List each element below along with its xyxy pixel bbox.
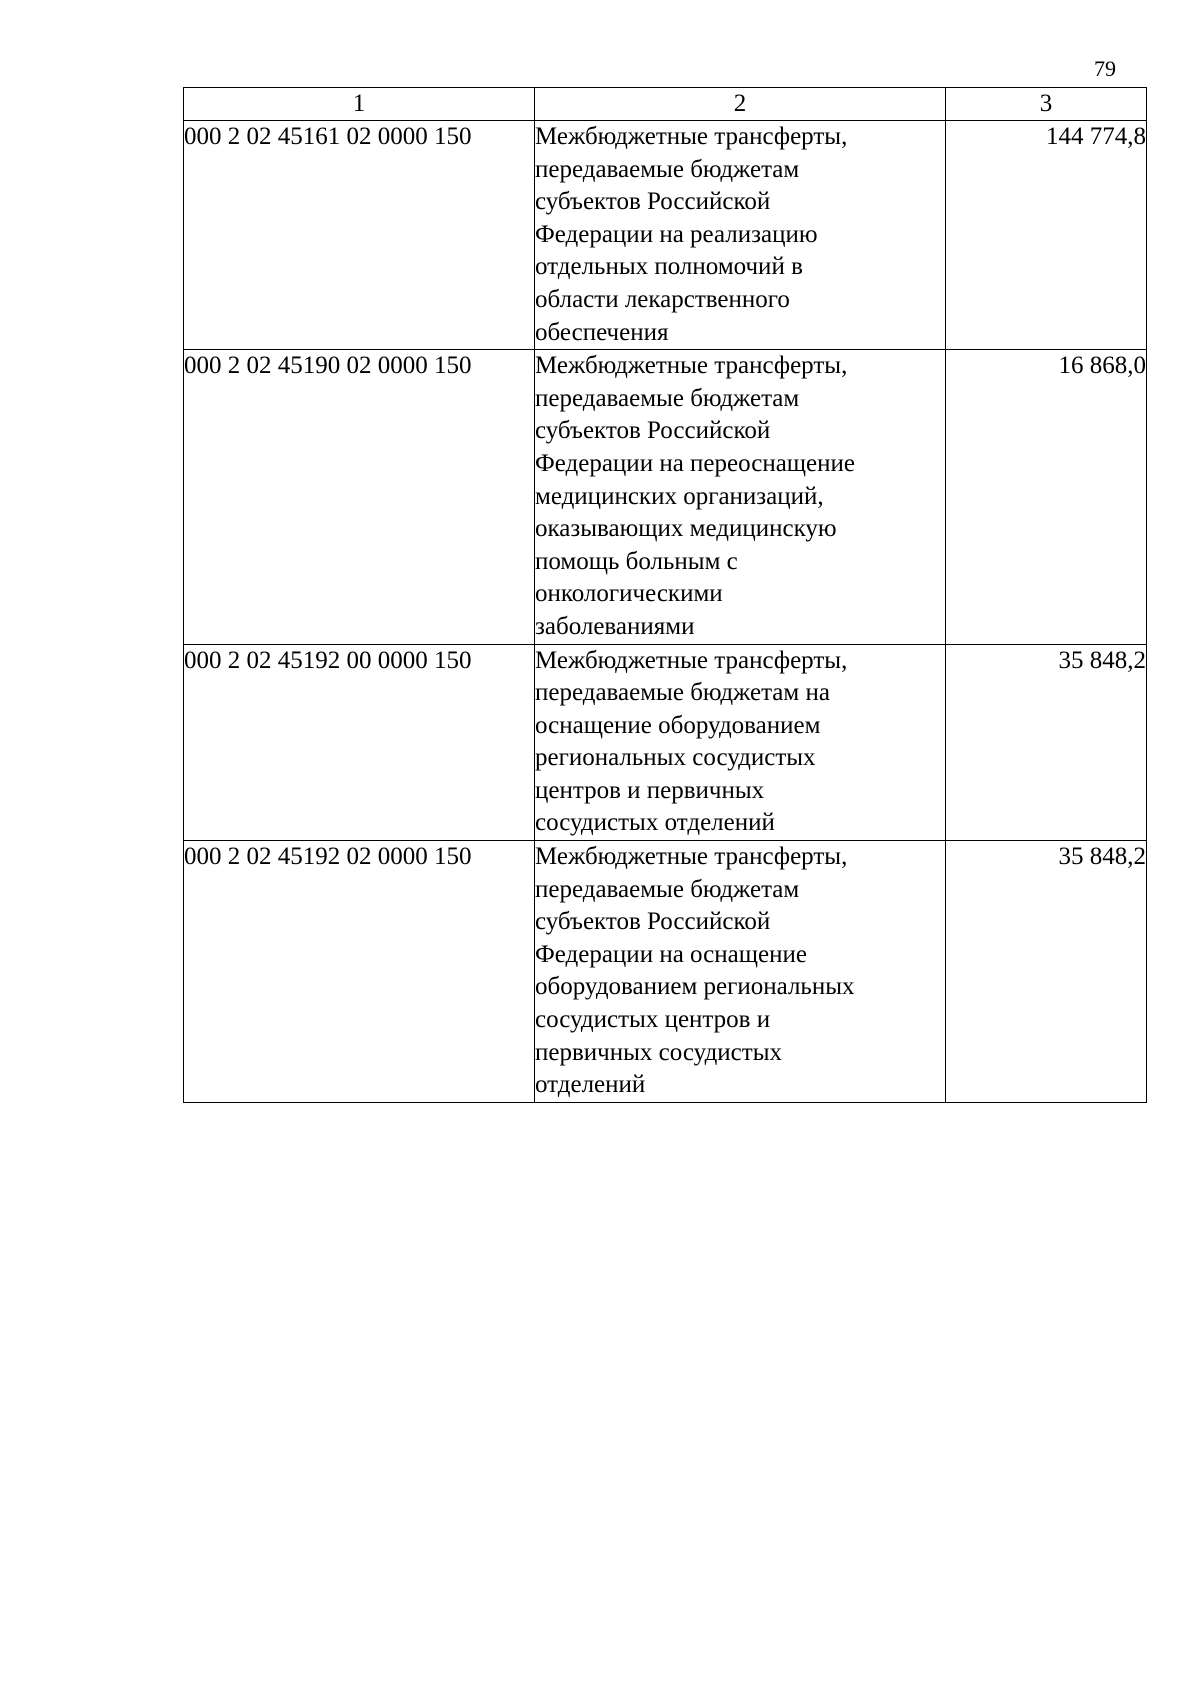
description-line: региональных сосудистых: [535, 744, 816, 772]
description-line: медицинских организаций,: [535, 482, 824, 510]
amount-cell: 35 848,2: [946, 644, 1147, 841]
description-line: оказывающих медицинскую: [535, 515, 837, 543]
budget-code-cell: 000 2 02 45190 02 0000 150: [184, 350, 535, 644]
description-line: Федерации на оснащение: [535, 940, 807, 968]
description-line: первичных сосудистых: [535, 1038, 782, 1066]
description-line: отделений: [535, 1071, 646, 1099]
description-cell: [535, 350, 946, 644]
description-line: субъектов Российской: [535, 417, 771, 445]
description-line: центров и первичных: [535, 776, 765, 804]
description-line: помощь больным с: [535, 547, 738, 575]
table-row: [184, 121, 1147, 350]
column-header-code: 1: [184, 88, 535, 121]
budget-code-cell: 000 2 02 45192 00 0000 150: [184, 644, 535, 841]
amount-cell: 35 848,2: [946, 841, 1147, 1103]
description-line: области лекарственного: [535, 285, 790, 313]
table-row: [184, 644, 1147, 841]
description-line: оборудованием региональных: [535, 973, 855, 1001]
description-line: отдельных полномочий в: [535, 253, 803, 281]
table-row: [184, 841, 1147, 1103]
description-line: субъектов Российской: [535, 188, 771, 216]
table-row: [184, 350, 1147, 644]
description-line: сосудистых центров и: [535, 1006, 771, 1034]
description-line: передаваемые бюджетам на: [535, 679, 830, 707]
budget-transfers-table: [183, 87, 1147, 1103]
description-line: онкологическими: [535, 580, 723, 608]
column-header-description: 2: [535, 88, 946, 121]
description-cell: [535, 121, 946, 350]
description-line: обеспечения: [535, 318, 669, 346]
description-line: передаваемые бюджетам: [535, 384, 800, 412]
description-line: Федерации на переоснащение: [535, 449, 856, 477]
budget-code-cell: 000 2 02 45161 02 0000 150: [184, 121, 535, 350]
budget-code-cell: 000 2 02 45192 02 0000 150: [184, 841, 535, 1103]
description-line: оснащение оборудованием: [535, 711, 821, 739]
description-line: Федерации на реализацию: [535, 220, 818, 248]
description-line: Межбюджетные трансферты,: [535, 843, 848, 871]
description-line: сосудистых отделений: [535, 809, 775, 837]
description-cell: [535, 841, 946, 1103]
description-line: Межбюджетные трансферты,: [535, 123, 848, 150]
page-number: 79: [1094, 56, 1116, 81]
amount-cell: 16 868,0: [946, 350, 1147, 644]
description-line: субъектов Российской: [535, 908, 771, 936]
description-cell: [535, 644, 946, 841]
table-header-row: [184, 88, 1147, 121]
description-line: заболеваниями: [535, 612, 695, 640]
column-header-amount: 3: [946, 88, 1147, 121]
description-line: Межбюджетные трансферты,: [535, 646, 848, 674]
description-line: Межбюджетные трансферты,: [535, 352, 848, 380]
description-line: передаваемые бюджетам: [535, 875, 800, 903]
description-line: передаваемые бюджетам: [535, 155, 800, 183]
amount-cell: 144 774,8: [946, 121, 1147, 350]
